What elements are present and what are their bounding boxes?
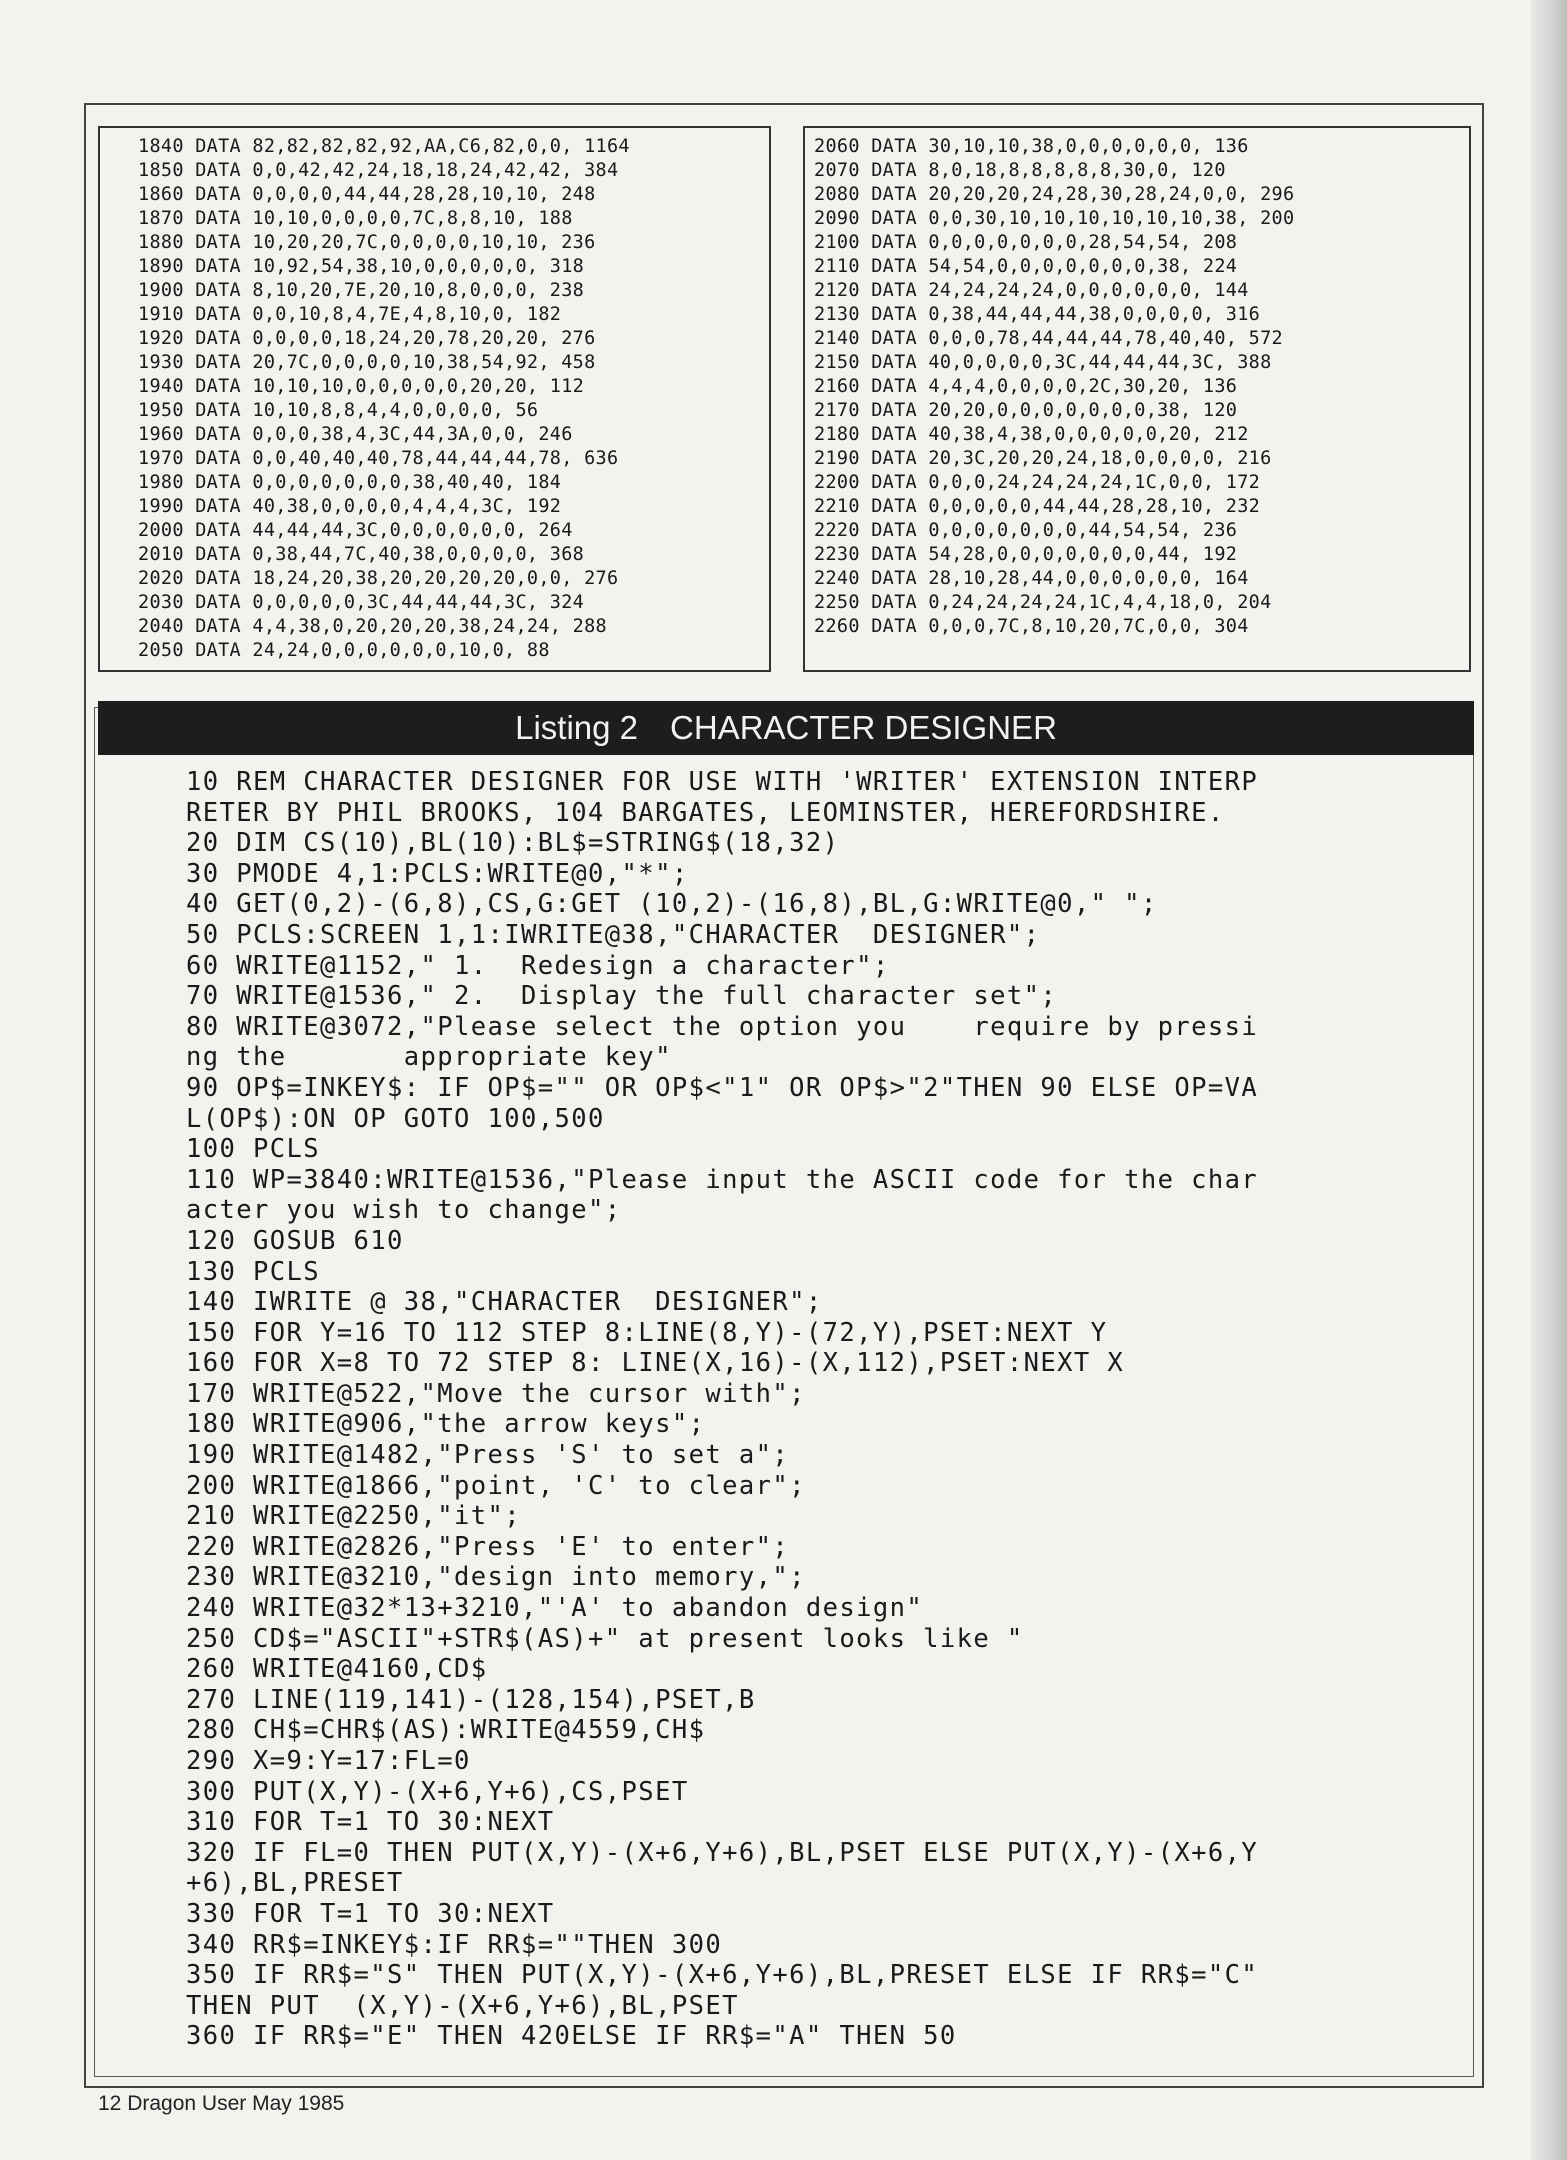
- code-line: RETER BY PHIL BROOKS, 104 BARGATES, LEOMINSTER, HEREFORDSHIRE.: [186, 797, 1225, 828]
- code-line: +6),BL,PRESET: [186, 1868, 404, 1899]
- code-line: 2130 DATA 0,38,44,44,44,38,0,0,0,0, 316: [814, 304, 1261, 325]
- code-line: 1840 DATA 82,82,82,82,92,AA,C6,82,0,0, 1164: [138, 136, 630, 157]
- listing-banner: [98, 701, 1474, 755]
- code-line: 2050 DATA 24,24,0,0,0,0,0,0,10,0, 88: [138, 640, 550, 661]
- code-line: 130 PCLS: [186, 1256, 321, 1287]
- code-line: 2030 DATA 0,0,0,0,0,3C,44,44,44,3C, 324: [138, 592, 585, 613]
- code-line: 1890 DATA 10,92,54,38,10,0,0,0,0,0, 318: [138, 256, 585, 277]
- code-line: 310 FOR T=1 TO 30:NEXT: [186, 1807, 555, 1838]
- code-line: 2170 DATA 20,20,0,0,0,0,0,0,0,38, 120: [814, 400, 1238, 421]
- code-line: 340 RR$=INKEY$:IF RR$=""THEN 300: [186, 1929, 723, 1960]
- code-line: 190 WRITE@1482,"Press 'S' to set a";: [186, 1440, 790, 1471]
- code-line: 260 WRITE@4160,CD$: [186, 1654, 488, 1685]
- code-line: 1970 DATA 0,0,40,40,40,78,44,44,44,78, 636: [138, 448, 619, 469]
- code-line: 120 GOSUB 610: [186, 1225, 404, 1256]
- code-line: 50 PCLS:SCREEN 1,1:IWRITE@38,"CHARACTER DESIGNER";: [186, 919, 1041, 950]
- data-listing-right: [814, 135, 1294, 639]
- code-line: 1920 DATA 0,0,0,0,18,24,20,78,20,20, 276: [138, 328, 596, 349]
- code-line: 2260 DATA 0,0,0,7C,8,10,20,7C,0,0, 304: [814, 616, 1249, 637]
- code-line: 360 IF RR$="E" THEN 420ELSE IF RR$="A" THEN 50: [186, 2021, 957, 2052]
- code-line: 20 DIM CS(10),BL(10):BL$=STRING$(18,32): [186, 828, 840, 859]
- code-line: 160 FOR X=8 TO 72 STEP 8: LINE(X,16)-(X,112),PSET:NEXT X: [186, 1348, 1125, 1379]
- code-line: 60 WRITE@1152," 1. Redesign a character";: [186, 950, 890, 981]
- code-line: 2110 DATA 54,54,0,0,0,0,0,0,0,38, 224: [814, 256, 1238, 277]
- code-line: 300 PUT(X,Y)-(X+6,Y+6),CS,PSET: [186, 1776, 689, 1807]
- code-line: 80 WRITE@3072,"Please select the option you require by pressi: [186, 1011, 1259, 1042]
- code-line: 30 PMODE 4,1:PCLS:WRITE@0,"*";: [186, 858, 689, 889]
- code-line: 2200 DATA 0,0,0,24,24,24,24,1C,0,0, 172: [814, 472, 1261, 493]
- code-line: 2070 DATA 8,0,18,8,8,8,8,8,30,0, 120: [814, 160, 1226, 181]
- code-line: 1930 DATA 20,7C,0,0,0,0,10,38,54,92, 458: [138, 352, 596, 373]
- code-line: 1940 DATA 10,10,10,0,0,0,0,0,20,20, 112: [138, 376, 585, 397]
- code-line: 150 FOR Y=16 TO 112 STEP 8:LINE(8,Y)-(72,Y),PSET:NEXT Y: [186, 1317, 1108, 1348]
- code-line: 1960 DATA 0,0,0,38,4,3C,44,3A,0,0, 246: [138, 424, 573, 445]
- code-line: 10 REM CHARACTER DESIGNER FOR USE WITH 'WRITER' EXTENSION INTERP: [186, 767, 1259, 797]
- code-line: 2160 DATA 4,4,4,0,0,0,0,2C,30,20, 136: [814, 376, 1238, 397]
- data-listing-right-box: [803, 126, 1471, 672]
- data-listing-left-box: [98, 126, 771, 672]
- code-line: 2100 DATA 0,0,0,0,0,0,0,28,54,54, 208: [814, 232, 1238, 253]
- code-line: 170 WRITE@522,"Move the cursor with";: [186, 1378, 806, 1409]
- code-line: 2180 DATA 40,38,4,38,0,0,0,0,0,20, 212: [814, 424, 1249, 445]
- code-line: 2240 DATA 28,10,28,44,0,0,0,0,0,0, 164: [814, 568, 1249, 589]
- code-line: 210 WRITE@2250,"it";: [186, 1501, 522, 1532]
- code-line: 1910 DATA 0,0,10,8,4,7E,4,8,10,0, 182: [138, 304, 562, 325]
- code-line: 100 PCLS: [186, 1134, 321, 1165]
- code-line: 90 OP$=INKEY$: IF OP$="" OR OP$<"1" OR OP$>"2"THEN 90 ELSE OP=VA: [186, 1072, 1259, 1103]
- code-line: 2000 DATA 44,44,44,3C,0,0,0,0,0,0, 264: [138, 520, 573, 541]
- code-line: 2040 DATA 4,4,38,0,20,20,20,38,24,24, 288: [138, 616, 607, 637]
- code-line: 240 WRITE@32*13+3210,"'A' to abandon design": [186, 1593, 924, 1624]
- code-line: 2140 DATA 0,0,0,78,44,44,44,78,40,40, 572: [814, 328, 1283, 349]
- code-line: L(OP$):ON OP GOTO 100,500: [186, 1103, 605, 1134]
- code-line: 2210 DATA 0,0,0,0,0,44,44,28,28,10, 232: [814, 496, 1261, 517]
- code-line: 2090 DATA 0,0,30,10,10,10,10,10,10,38, 200: [814, 208, 1295, 229]
- code-line: 1950 DATA 10,10,8,8,4,4,0,0,0,0, 56: [138, 400, 539, 421]
- basic-listing: [186, 767, 1416, 2052]
- code-line: 1860 DATA 0,0,0,0,44,44,28,28,10,10, 248: [138, 184, 596, 205]
- code-line: 200 WRITE@1866,"point, 'C' to clear";: [186, 1470, 806, 1501]
- code-line: 1980 DATA 0,0,0,0,0,0,0,38,40,40, 184: [138, 472, 562, 493]
- code-line: 2020 DATA 18,24,20,38,20,20,20,20,0,0, 276: [138, 568, 619, 589]
- code-line: 280 CH$=CHR$(AS):WRITE@4559,CH$: [186, 1715, 706, 1746]
- code-line: acter you wish to change";: [186, 1195, 622, 1226]
- code-line: 330 FOR T=1 TO 30:NEXT: [186, 1898, 555, 1929]
- code-line: 2080 DATA 20,20,20,24,28,30,28,24,0,0, 296: [814, 184, 1295, 205]
- data-listing-left: [138, 135, 630, 663]
- code-line: 140 IWRITE @ 38,"CHARACTER DESIGNER";: [186, 1287, 823, 1318]
- code-line: 350 IF RR$="S" THEN PUT(X,Y)-(X+6,Y+6),BL,PRESET ELSE IF RR$="C": [186, 1960, 1259, 1991]
- code-line: 1990 DATA 40,38,0,0,0,0,4,4,4,3C, 192: [138, 496, 562, 517]
- code-line: 2190 DATA 20,3C,20,20,24,18,0,0,0,0, 216: [814, 448, 1272, 469]
- code-line: 2060 DATA 30,10,10,38,0,0,0,0,0,0, 136: [814, 136, 1249, 157]
- code-line: 220 WRITE@2826,"Press 'E' to enter";: [186, 1531, 790, 1562]
- code-line: 2250 DATA 0,24,24,24,24,1C,4,4,18,0, 204: [814, 592, 1272, 613]
- code-line: ng the appropriate key": [186, 1042, 672, 1073]
- code-line: 2220 DATA 0,0,0,0,0,0,0,44,54,54, 236: [814, 520, 1238, 541]
- page-footer: 12 Dragon User May 1985: [98, 2092, 345, 2115]
- code-line: 230 WRITE@3210,"design into memory,";: [186, 1562, 806, 1593]
- code-line: 180 WRITE@906,"the arrow keys";: [186, 1409, 706, 1440]
- code-line: 270 LINE(119,141)-(128,154),PSET,B: [186, 1684, 756, 1715]
- code-line: 290 X=9:Y=17:FL=0: [186, 1746, 471, 1776]
- code-line: 2230 DATA 54,28,0,0,0,0,0,0,0,44, 192: [814, 544, 1238, 565]
- listing-title: CHARACTER DESIGNER: [670, 709, 1057, 746]
- code-line: 2150 DATA 40,0,0,0,0,3C,44,44,44,3C, 388: [814, 352, 1272, 373]
- code-line: 1850 DATA 0,0,42,42,24,18,18,24,42,42, 384: [138, 160, 619, 181]
- code-line: 110 WP=3840:WRITE@1536,"Please input the ASCII code for the char: [186, 1164, 1259, 1195]
- page-edge-shadow: [1531, 0, 1567, 2160]
- code-line: 1880 DATA 10,20,20,7C,0,0,0,0,10,10, 236: [138, 232, 596, 253]
- code-line: 250 CD$="ASCII"+STR$(AS)+" at present looks like ": [186, 1623, 1024, 1654]
- code-line: 2010 DATA 0,38,44,7C,40,38,0,0,0,0, 368: [138, 544, 585, 565]
- code-line: 1900 DATA 8,10,20,7E,20,10,8,0,0,0, 238: [138, 280, 585, 301]
- code-line: THEN PUT (X,Y)-(X+6,Y+6),BL,PSET: [186, 1990, 739, 2021]
- code-line: 70 WRITE@1536," 2. Display the full character set";: [186, 981, 1058, 1012]
- code-line: 320 IF FL=0 THEN PUT(X,Y)-(X+6,Y+6),BL,PSET ELSE PUT(X,Y)-(X+6,Y: [186, 1837, 1259, 1868]
- listing-label: Listing 2: [515, 709, 639, 746]
- code-line: 40 GET(0,2)-(6,8),CS,G:GET (10,2)-(16,8),BL,G:WRITE@0," ";: [186, 889, 1158, 920]
- code-line: 1870 DATA 10,10,0,0,0,0,7C,8,8,10, 188: [138, 208, 573, 229]
- code-line: 2120 DATA 24,24,24,24,0,0,0,0,0,0, 144: [814, 280, 1249, 301]
